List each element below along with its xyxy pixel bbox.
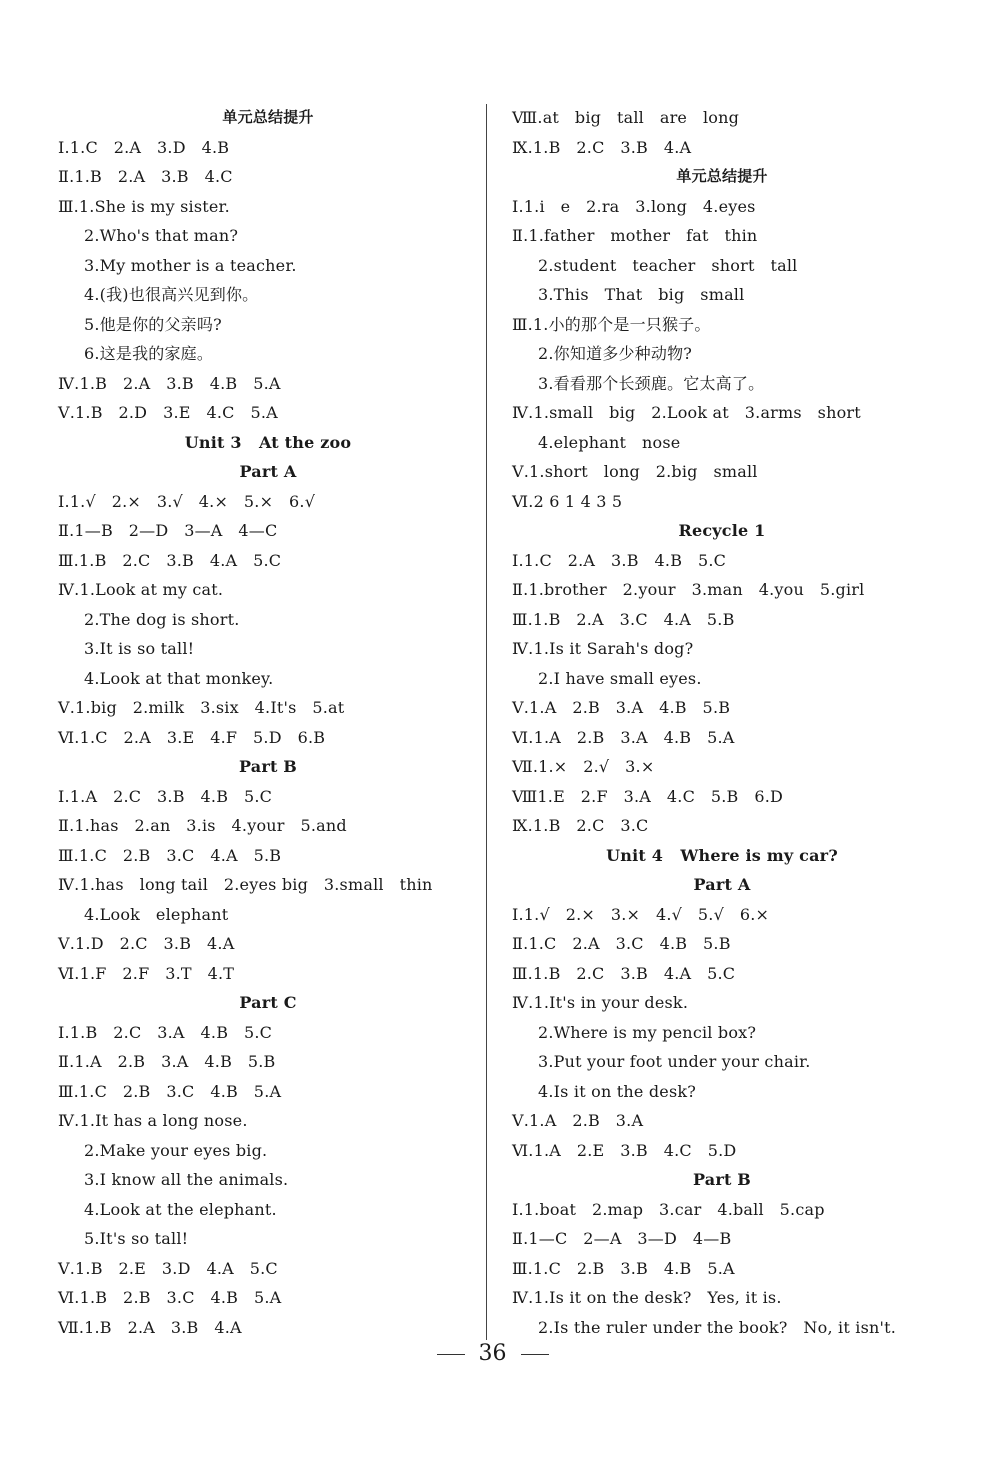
left-column — [58, 103, 478, 1342]
answer-line: Ⅳ.1.Is it on the desk? Yes, it is. — [512, 1288, 782, 1307]
answer-line: Ⅵ.2 6 1 4 3 5 — [512, 491, 623, 511]
section-heading: 单元总结提升 — [222, 108, 314, 126]
answer-line: Ⅲ.1.小的那个是一只猴子。 — [512, 314, 711, 334]
answer-line: Ⅲ.1.C 2.B 3.C 4.A 5.B — [58, 845, 282, 865]
answer-line: Ⅴ.1.short long 2.big small — [512, 462, 758, 481]
section-heading: Part C — [239, 993, 297, 1012]
answer-line: Ⅶ.1.B 2.A 3.B 4.A — [58, 1317, 242, 1337]
answer-line: Ⅲ.1.She is my sister. — [58, 196, 230, 216]
answer-line: 4.(我)也很高兴见到你。 — [84, 285, 259, 304]
answer-line: Ⅲ.1.B 2.A 3.C 4.A 5.B — [512, 609, 735, 629]
answer-line: Ⅳ.1.Is it Sarah's dog? — [512, 639, 694, 658]
answer-line: Ⅸ.1.B 2.C 3.B 4.A — [512, 137, 692, 157]
answer-line: Ⅷ1.E 2.F 3.A 4.C 5.B 6.D — [512, 786, 784, 806]
answer-line: Ⅴ.1.D 2.C 3.B 4.A — [58, 934, 235, 953]
answer-line: 2.Where is my pencil box? — [538, 1022, 757, 1042]
answer-line: Ⅱ.1.has 2.an 3.is 4.your 5.and — [58, 816, 347, 835]
answer-line: Ⅰ.1.√ 2.× 3.× 4.√ 5.√ 6.× — [512, 904, 770, 924]
section-heading: Unit 3 At the zoo — [184, 432, 352, 452]
answer-line: 5.他是你的父亲吗? — [84, 314, 222, 334]
column-divider — [486, 104, 487, 1340]
answer-line: Ⅶ.1.× 2.√ 3.× — [512, 757, 655, 776]
answer-line: Ⅵ.1.F 2.F 3.T 4.T — [58, 963, 235, 983]
answer-line: 3.看看那个长颈鹿。它太高了。 — [538, 373, 765, 393]
page-number-dash-left — [437, 1354, 465, 1355]
answer-line: Ⅳ.1.has long tail 2.eyes big 3.small thin — [58, 875, 433, 894]
answer-line: Ⅰ.1.i e 2.ra 3.long 4.eyes — [512, 196, 756, 216]
answer-line: 3.Put your foot under your chair. — [538, 1052, 811, 1071]
answer-line: 3.This That big small — [538, 285, 745, 304]
answer-line: Ⅱ.1—B 2—D 3—A 4—C — [58, 521, 278, 540]
answer-line: Ⅴ.1.B 2.E 3.D 4.A 5.C — [58, 1258, 278, 1278]
answer-line: Ⅰ.1.boat 2.map 3.car 4.ball 5.cap — [512, 1199, 825, 1219]
answer-line: Ⅰ.1.B 2.C 3.A 4.B 5.C — [58, 1022, 273, 1042]
answer-line: Ⅵ.1.A 2.B 3.A 4.B 5.A — [512, 727, 735, 747]
answer-line: 4.Look elephant — [84, 904, 229, 924]
answer-line: Ⅲ.1.C 2.B 3.C 4.B 5.A — [58, 1081, 282, 1101]
page-number-value: 36 — [478, 1341, 507, 1366]
answer-line: 6.这是我的家庭。 — [84, 344, 214, 363]
section-heading: Part B — [238, 757, 298, 776]
page-number — [0, 1341, 985, 1366]
answer-line: 3.It is so tall! — [84, 639, 195, 658]
page-number-dash-right — [521, 1354, 549, 1355]
answer-line: Ⅵ.1.A 2.E 3.B 4.C 5.D — [512, 1140, 737, 1160]
answer-line: 5.It's so tall! — [84, 1229, 189, 1248]
answer-line: Ⅸ.1.B 2.C 3.C — [512, 816, 649, 835]
answer-line: Ⅰ.1.√ 2.× 3.√ 4.× 5.× 6.√ — [58, 491, 316, 511]
answer-line: Ⅳ.1.small big 2.Look at 3.arms short — [512, 403, 861, 422]
answer-line: 2.student teacher short tall — [538, 255, 798, 275]
answer-line: Ⅳ.1.It has a long nose. — [58, 1111, 248, 1130]
section-heading: 单元总结提升 — [676, 167, 768, 185]
answer-line: Ⅳ.1.B 2.A 3.B 4.B 5.A — [58, 373, 281, 393]
answer-line: Ⅱ.1.brother 2.your 3.man 4.you 5.girl — [512, 580, 865, 599]
section-heading: Part A — [693, 875, 751, 894]
answer-line: Ⅱ.1.A 2.B 3.A 4.B 5.B — [58, 1052, 276, 1071]
answer-line: Ⅵ.1.B 2.B 3.C 4.B 5.A — [58, 1288, 282, 1307]
answer-line: Ⅰ.1.A 2.C 3.B 4.B 5.C — [58, 786, 273, 806]
answer-line: Ⅳ.1.It's in your desk. — [512, 993, 689, 1012]
answer-line: Ⅱ.1.father mother fat thin — [512, 226, 758, 245]
section-heading: Part A — [239, 462, 297, 481]
answer-line: Ⅲ.1.B 2.C 3.B 4.A 5.C — [58, 550, 282, 570]
answer-line: Ⅷ.at big tall are long — [512, 108, 740, 127]
answer-line: Ⅰ.1.C 2.A 3.D 4.B — [58, 137, 230, 157]
answer-line: Ⅲ.1.B 2.C 3.B 4.A 5.C — [512, 963, 736, 983]
answer-line: Ⅴ.1.big 2.milk 3.six 4.It's 5.at — [58, 698, 345, 717]
answer-line: 4.Look at that monkey. — [84, 668, 274, 688]
answer-line: 3.My mother is a teacher. — [84, 255, 297, 275]
answer-line: Ⅵ.1.C 2.A 3.E 4.F 5.D 6.B — [58, 727, 326, 747]
answer-line: 2.The dog is short. — [84, 609, 240, 629]
answer-line: 2.你知道多少种动物? — [538, 344, 693, 363]
answer-line: 4.elephant nose — [538, 432, 681, 452]
answer-line: Ⅱ.1—C 2—A 3—D 4—B — [512, 1229, 732, 1248]
answer-line: Ⅱ.1.C 2.A 3.C 4.B 5.B — [512, 934, 731, 953]
answer-line: Ⅰ.1.C 2.A 3.B 4.B 5.C — [512, 550, 727, 570]
right-column — [512, 103, 932, 1342]
answer-line: Ⅳ.1.Look at my cat. — [58, 580, 224, 599]
section-heading: Recycle 1 — [678, 521, 766, 540]
section-heading: Unit 4 Where is my car? — [606, 845, 838, 865]
answer-line: 4.Is it on the desk? — [538, 1081, 697, 1101]
section-heading: Part B — [692, 1170, 752, 1189]
answer-line: Ⅴ.1.A 2.B 3.A 4.B 5.B — [512, 698, 731, 717]
answer-line: Ⅴ.1.B 2.D 3.E 4.C 5.A — [58, 403, 278, 422]
answer-line: Ⅴ.1.A 2.B 3.A — [512, 1111, 644, 1130]
answer-line: 2.Is the ruler under the book? No, it isn't. — [538, 1317, 897, 1337]
answer-line: 3.I know all the animals. — [84, 1170, 289, 1189]
answer-line: Ⅱ.1.B 2.A 3.B 4.C — [58, 167, 233, 186]
answer-line: 4.Look at the elephant. — [84, 1199, 277, 1219]
answer-line: 2.I have small eyes. — [538, 668, 702, 688]
answer-line: 2.Make your eyes big. — [84, 1140, 268, 1160]
answer-line: Ⅲ.1.C 2.B 3.B 4.B 5.A — [512, 1258, 735, 1278]
answer-line: 2.Who's that man? — [84, 226, 239, 245]
